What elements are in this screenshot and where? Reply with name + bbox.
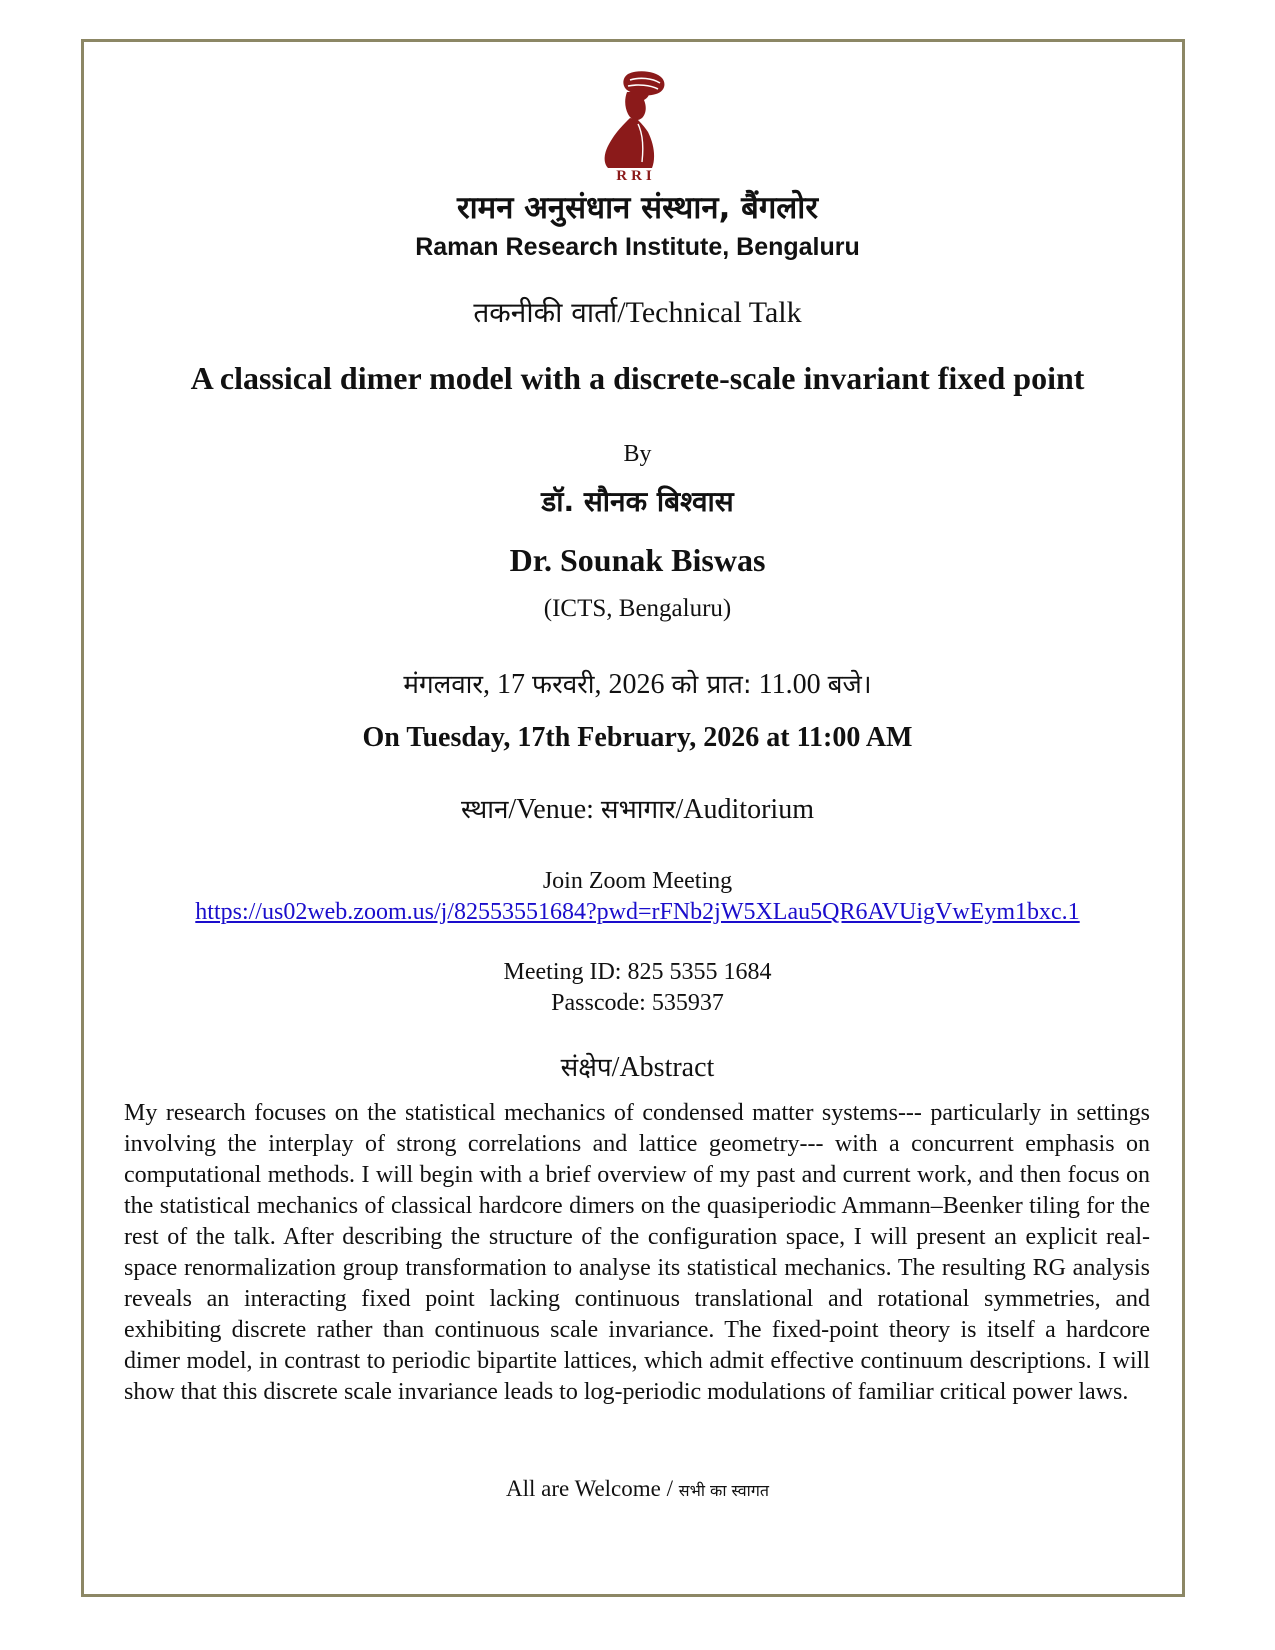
institute-name-hindi: रामन अनुसंधान संस्थान, बैंगलोर — [456, 190, 819, 226]
speaker-name-hindi: डॉ. सौनक बिश्वास — [541, 485, 734, 518]
svg-text:RRI: RRI — [616, 168, 656, 182]
month-hindi: फरवरी — [532, 670, 595, 700]
time-value: 11.00 — [751, 669, 828, 700]
welcome-hindi: सभी का स्वागत — [678, 1481, 769, 1500]
talk-title — [0, 358, 1275, 398]
talk-type-hindi: तकनीकी वार्ता — [473, 296, 618, 329]
schedule-hindi — [0, 666, 1275, 704]
day-hindi: मंगलवार — [403, 670, 484, 700]
venue-label-hindi: स्थान — [461, 795, 509, 825]
abstract-heading-hindi: संक्षेप — [560, 1053, 612, 1083]
date-part-2: , 2026 — [594, 669, 672, 700]
zoom-link-row — [0, 897, 1275, 927]
baje-hindi: बजे। — [827, 670, 872, 700]
abstract-heading-english: /Abstract — [611, 1052, 715, 1083]
ko-hindi: को प्रात: — [671, 670, 752, 700]
institute-name-english: Raman Research Institute, Bengaluru — [415, 233, 860, 261]
venue-place-english: /Auditorium — [675, 794, 814, 825]
venue-label-english: /Venue: — [508, 794, 601, 825]
meeting-id: Meeting ID: 825 5355 1684 — [503, 959, 772, 985]
talk-type-separator: / — [617, 296, 626, 329]
talk-type-english: Technical Talk — [625, 296, 802, 329]
schedule-english: On Tuesday, 17th February, 2026 at 11:00 AM — [362, 722, 913, 753]
speaker-affiliation: (ICTS, Bengaluru) — [543, 595, 732, 622]
abstract-heading — [0, 1049, 1275, 1087]
venue — [0, 791, 1275, 829]
zoom-label: Join Zoom Meeting — [542, 868, 733, 894]
passcode: Passcode: 535937 — [551, 990, 724, 1016]
rri-portrait-logo-icon — [594, 70, 684, 182]
date-part-1: , 17 — [483, 669, 533, 700]
talk-title-text: A classical dimer model with a discrete-scale invariant fixed point — [190, 360, 1085, 396]
speaker-name-english: Dr. Sounak Biswas — [509, 542, 766, 578]
talk-type — [0, 293, 1275, 333]
zoom-link[interactable]: https://us02web.zoom.us/j/82553551684?pwd=rFNb2jW5XLau5QR6AVUigVwEym1bxc.1 — [195, 899, 1080, 925]
welcome-footer — [0, 1474, 1275, 1506]
by-label: By — [623, 441, 652, 467]
venue-place-hindi: सभागार — [600, 795, 676, 825]
welcome-english: All are Welcome / — [506, 1476, 679, 1501]
abstract-body: My research focuses on the statistical mechanics of condensed matter systems--- particularly in settings involving the interplay of strong correlations and lattice geometry--- with a concurrent emphasis on computational methods. I will begin with a brief overview of my past and current work, and then focus on the statistical mechanics of classical hardcore dimers on the quasiperiodic Ammann–Beenker tiling for the rest of the talk. After describing the structure of the configuration space, I will present an explicit real-space renormalization group transformation to analyse its statistical mechanics. The resulting RG analysis reveals an interacting fixed point lacking continuous translational and rotational symmetries, and exhibiting discrete rather than continuous scale invariance. The fixed-point theory is itself a hardcore dimer model, in contrast to periodic bipartite lattices, which admit effective continuum descriptions. I will show that this discrete scale invariance leads to log-periodic modulations of familiar critical power laws. — [124, 1100, 1150, 1405]
